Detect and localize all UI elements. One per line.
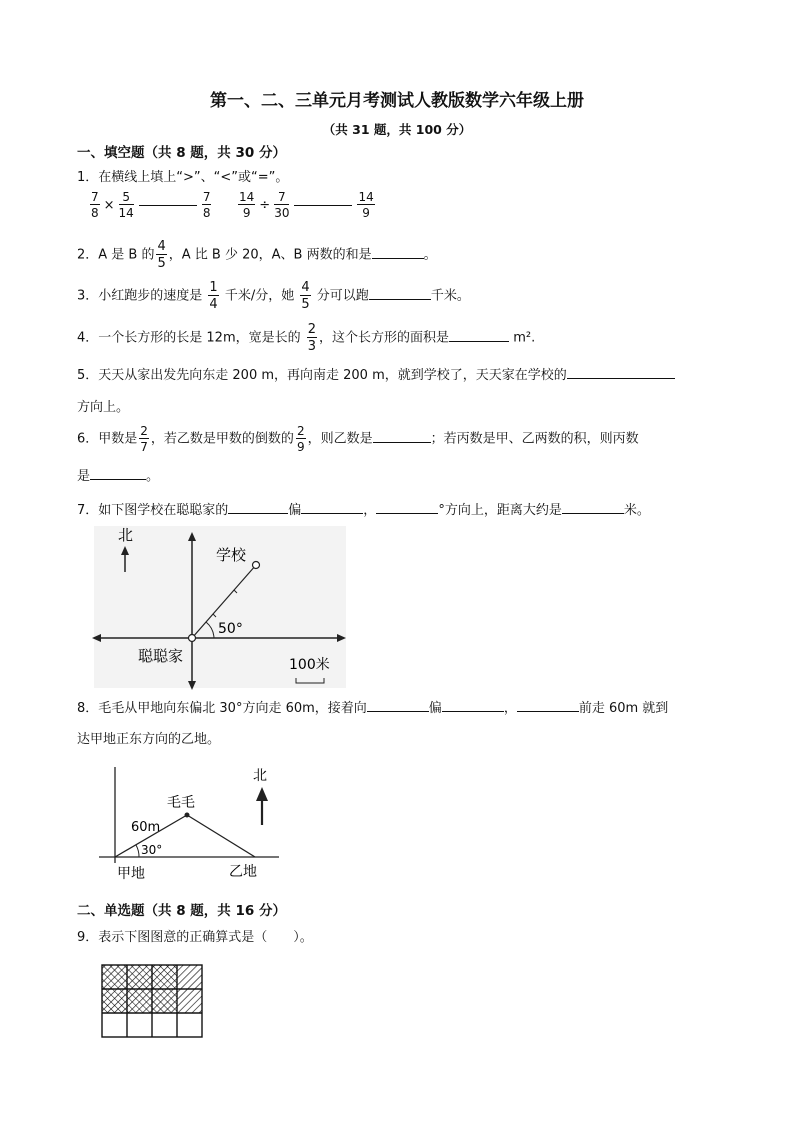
north-label: 北 bbox=[253, 768, 267, 784]
fraction: $\frac{14}{9}$ bbox=[239, 190, 255, 220]
answer-blank[interactable] bbox=[139, 205, 197, 206]
question-3: 3．小红跑步的速度是 $\frac{1}{4}$ 千米/分，她 $\frac{4}{5}$ 分可以跑 千米。 bbox=[77, 280, 470, 312]
north-label: 北 bbox=[118, 526, 134, 544]
question-1: 1．在横线上填上“>”、“<”或“=”。 bbox=[77, 170, 289, 185]
start-point-label: 甲地 bbox=[117, 866, 145, 882]
fraction: $\frac{7}{8}$ bbox=[91, 190, 99, 220]
answer-blank[interactable] bbox=[373, 430, 431, 443]
question-1-expression-2 bbox=[236, 191, 377, 219]
question-2: 2．A 是 B 的 $\frac{4}{5}$ ，A 比 B 少 20，A、B 两数的和是 。 bbox=[77, 239, 437, 271]
section-single-choice-heading: 二、单选题（共 8 题，共 16 分） bbox=[77, 903, 286, 919]
answer-blank[interactable] bbox=[567, 366, 675, 379]
maomao-point bbox=[185, 813, 190, 818]
question-5: 5．天天从家出发先向东走 200 m，再向南走 200 m，就到学校了，天天家在学校的 bbox=[77, 364, 675, 383]
fraction: $\frac{4}{5}$ bbox=[157, 239, 166, 271]
scale-label: 100米 bbox=[289, 657, 330, 673]
fraction: $\frac{5}{14}$ bbox=[118, 190, 134, 220]
question-1-expression-1 bbox=[88, 191, 213, 219]
answer-blank[interactable] bbox=[369, 287, 431, 300]
section-fill-blank-heading: 一、填空题（共 8 题，共 30 分） bbox=[77, 145, 286, 161]
answer-blank[interactable] bbox=[228, 501, 288, 514]
operator: × bbox=[103, 197, 115, 213]
answer-blank[interactable] bbox=[442, 699, 504, 712]
fraction: $\frac{14}{9}$ bbox=[358, 190, 374, 220]
question-6-line-2: 是 。 bbox=[77, 469, 160, 484]
question-8-line-2: 达甲地正东方向的乙地。 bbox=[77, 732, 221, 747]
page-subtitle: （共 31 题，共 100 分） bbox=[322, 122, 472, 137]
angle-label: 50° bbox=[218, 621, 243, 637]
answer-blank[interactable] bbox=[372, 246, 424, 259]
distance-label: 60m bbox=[131, 820, 161, 835]
home-label: 聪聪家 bbox=[138, 647, 184, 665]
question-8: 8．毛毛从甲地向东偏北 30°方向走 60m，接着向 偏 ， 前走 60m 就到 bbox=[77, 701, 669, 716]
fraction: $\frac{4}{5}$ bbox=[301, 280, 310, 312]
angle-arc bbox=[136, 845, 139, 857]
answer-blank[interactable] bbox=[301, 501, 363, 514]
north-arrow-icon bbox=[256, 787, 268, 825]
maomao-label: 毛毛 bbox=[167, 795, 195, 811]
school-point bbox=[253, 562, 260, 569]
answer-blank[interactable] bbox=[294, 205, 352, 206]
question-5-line-2: 方向上。 bbox=[77, 400, 130, 415]
answer-blank[interactable] bbox=[517, 699, 579, 712]
operator: ÷ bbox=[259, 197, 271, 213]
answer-blank[interactable] bbox=[90, 467, 146, 480]
answer-blank[interactable] bbox=[376, 501, 438, 514]
home-point bbox=[189, 635, 196, 642]
fraction: $\frac{2}{7}$ bbox=[140, 424, 148, 454]
question-4: 4．一个长方形的长是 12m，宽是长的 $\frac{2}{3}$ ，这个长方形的面积是 m². bbox=[77, 322, 536, 354]
fraction: $\frac{2}{9}$ bbox=[296, 424, 305, 454]
figure-school-direction bbox=[90, 522, 350, 692]
page-title: 第一、二、三单元月考测试人教版数学六年级上册 bbox=[210, 91, 584, 111]
angle-label: 30° bbox=[141, 843, 163, 857]
school-label: 学校 bbox=[216, 546, 247, 564]
answer-blank[interactable] bbox=[449, 329, 509, 342]
answer-blank[interactable] bbox=[562, 501, 624, 514]
question-9: 9．表示下图图意的正确算式是（ ）。 bbox=[77, 930, 313, 945]
fraction: $\frac{7}{30}$ bbox=[274, 190, 290, 220]
fraction: $\frac{7}{8}$ bbox=[202, 190, 211, 220]
question-6: 6．甲数是 $\frac{2}{7}$ ，若乙数是甲数的倒数的 $\frac{2}{9}$ ，则乙数是 ；若丙数是甲、乙两数的积，则丙数 bbox=[77, 424, 639, 454]
figure-fraction-grid bbox=[100, 963, 208, 1041]
end-point-label: 乙地 bbox=[229, 864, 257, 880]
fraction: $\frac{1}{4}$ bbox=[209, 280, 218, 312]
route-segment-2 bbox=[187, 815, 255, 857]
answer-blank[interactable] bbox=[367, 699, 429, 712]
figure-maomao-route bbox=[95, 763, 285, 888]
fraction: $\frac{2}{3}$ bbox=[307, 322, 317, 354]
question-7: 7．如下图学校在聪聪家的 偏 ， °方向上，距离大约是 米。 bbox=[77, 503, 650, 518]
